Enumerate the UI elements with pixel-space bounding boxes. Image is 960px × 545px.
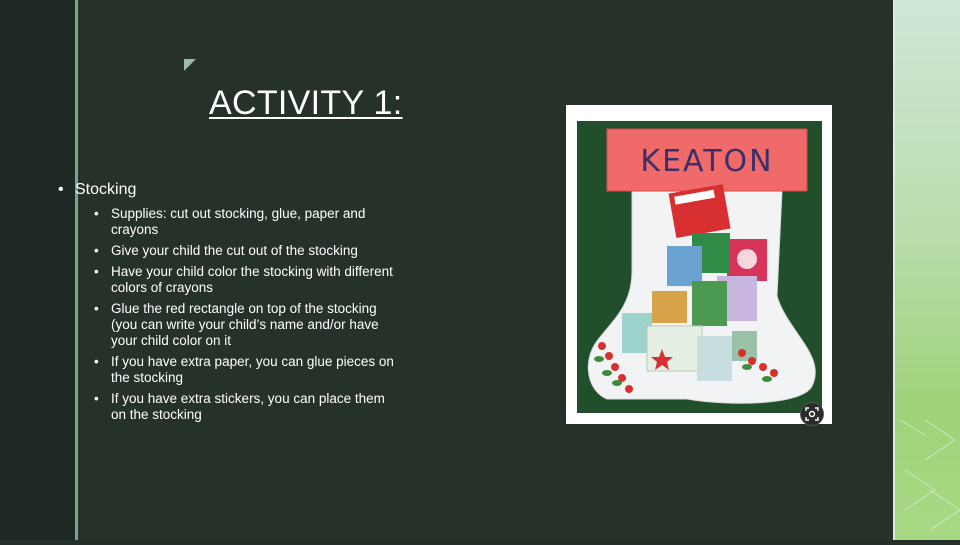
sub-bullet-item: • If you have extra paper, you can glue pieces on the stocking	[94, 354, 394, 386]
bullet-stocking: • Stocking	[58, 180, 398, 199]
triangle-marker-icon	[184, 59, 196, 71]
stocking-image	[577, 121, 822, 413]
chevron-pattern-icon	[895, 0, 960, 540]
sub-bullet-item: • Give your child the cut out of the stocking	[94, 243, 394, 259]
visual-search-icon	[801, 403, 823, 425]
sub-bullet-item: • If you have extra stickers, you can place them on the stocking	[94, 391, 394, 423]
sub-bullet-list	[94, 206, 398, 423]
right-decor-strip	[895, 0, 960, 540]
stocking-photo	[577, 121, 822, 413]
stocking-name-text: KEATON	[640, 144, 774, 179]
slide-title: ACTIVITY 1:	[209, 84, 403, 122]
sub-bullet-item: • Glue the red rectangle on top of the stocking (you can write your child’s name and/or have your child color on it	[94, 301, 394, 349]
sub-bullet-item: • Supplies: cut out stocking, glue, paper and crayons	[94, 206, 394, 238]
visual-search-button[interactable]	[800, 402, 824, 426]
sub-bullet-item: • Have your child color the stocking with different colors of crayons	[94, 264, 394, 296]
stocking-photo-frame	[566, 105, 832, 424]
slide-content	[58, 180, 398, 428]
